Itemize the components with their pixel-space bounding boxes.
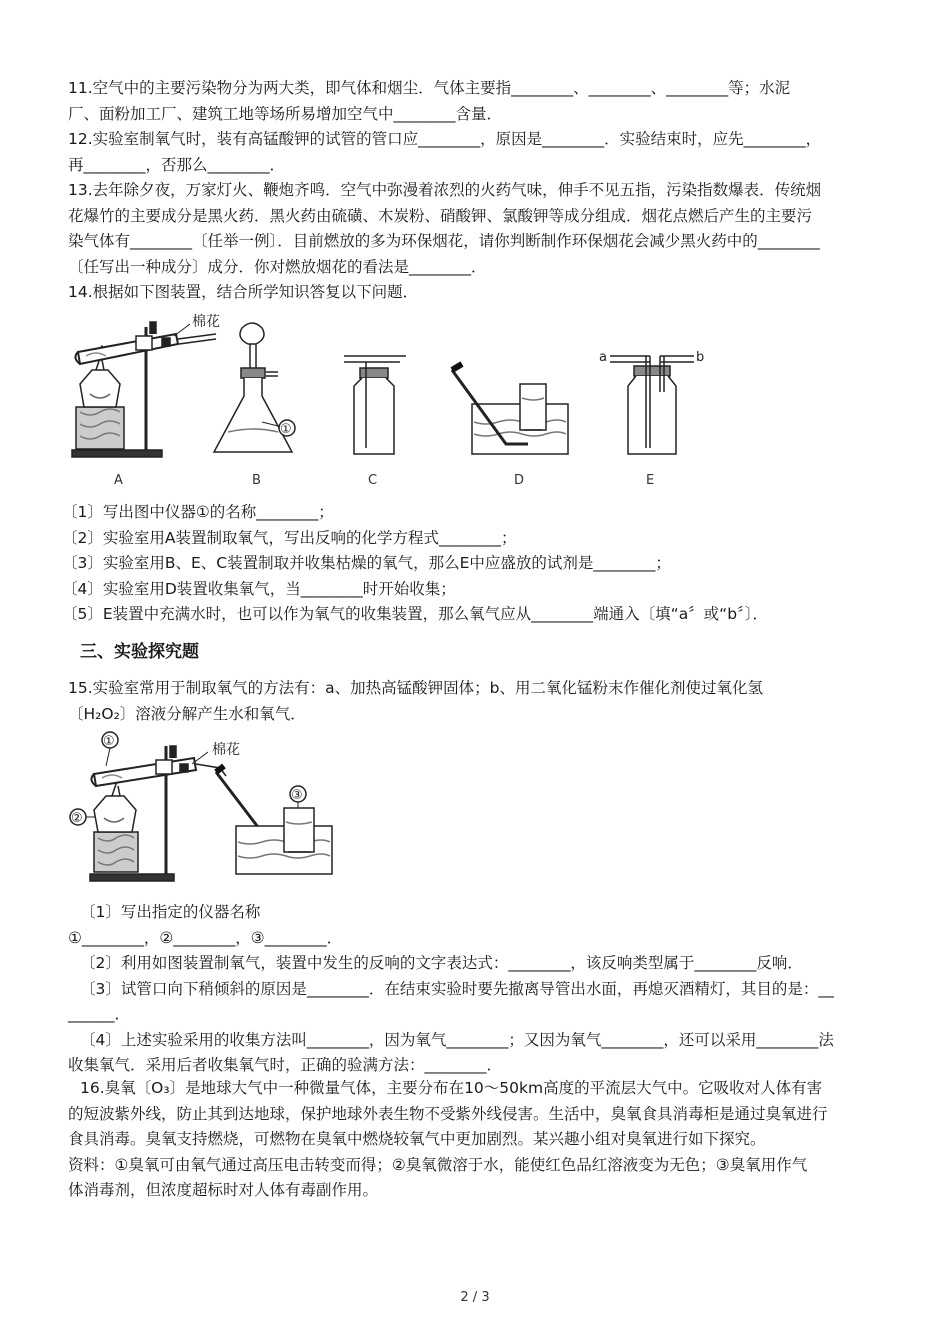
q15-cotton-label: 棉花 — [212, 742, 240, 758]
q11-line-1: 11.空气中的主要污染物分为两大类，即气体和烟尘．气体主要指________、________、________等；水泥 — [68, 79, 791, 97]
q11-line-2: 厂、面粉加工厂、建筑工地等场所易增加空气中________含量． — [68, 104, 503, 123]
port-a-label: a — [599, 350, 607, 365]
apparatus-a — [72, 322, 216, 457]
q16-line-2: 的短波紫外线，防止其到达地球，保护地球外表生物不受紫外线侵害。生活中，臭氧食具消毒柜是通过臭氧进行 — [68, 1104, 828, 1123]
apparatus-d — [452, 364, 568, 454]
q14-subquestions — [62, 500, 877, 628]
question-11 — [68, 76, 883, 127]
q15-sub-3-line-1: 〔3〕试管口向下稍倾斜的原因是________．在结束实验时要先撤离导管出水面，再熄灭酒精灯，其目的是：__ — [80, 979, 834, 998]
q16-line-1: 16.臭氧〔O₃〕是地球大气中一种微量气体，主要分布在10～50km高度的平流层大气中。它吸收对人体有害 — [80, 1079, 823, 1097]
port-b-label: b — [696, 350, 705, 365]
q13-line-3: 染气体有________〔任举一例〕．目前燃放的多为环保烟花，请你判断制作环保烟花会减少黑火药中的________ — [68, 232, 820, 250]
apparatus-e — [610, 356, 694, 454]
q12-line-1: 12.实验室制氧气时，装有高锰酸钾的试管的管口应________，原因是________．实验结束时，应先________， — [68, 130, 822, 148]
page-number: 2 / 3 — [460, 1290, 490, 1305]
q14-sub-4: 〔4〕实验室用D装置收集氧气，当________时开始收集； — [62, 579, 456, 598]
q16-line-5: 体消毒剂，但浓度超标时对人体有毒副作用。 — [68, 1181, 379, 1199]
q15-line-2: 〔H₂O₂〕溶液分解产生水和氧气． — [68, 704, 306, 723]
q14-sub-2: 〔2〕实验室用A装置制取氧气，写出反响的化学方程式________； — [62, 528, 517, 547]
q15-circle-1: ① — [103, 734, 115, 749]
section-3-heading: 三、实验探究题 — [80, 642, 199, 662]
q15-line-1: 15.实验室常用于制取氧气的方法有：a、加热高锰酸钾固体；b、用二氧化锰粉末作催化剂使过氧化氢 — [68, 679, 763, 697]
q12-line-2: 再________，否那么________． — [68, 155, 286, 174]
label-c: C — [368, 473, 378, 488]
q15-apparatus-figure — [66, 730, 346, 888]
q13-line-1: 13.去年除夕夜，万家灯火、鞭炮齐鸣．空气中弥漫着浓烈的火药气味，伸手不见五指，污染指数爆表．传统烟 — [68, 181, 822, 199]
q15-circle-2: ② — [71, 811, 83, 826]
q14-stem: 14.根据如下图装置，结合所学知识答复以下问题． — [68, 283, 419, 301]
q15-sub-3-line-2: ______． — [68, 1005, 131, 1023]
q15-sub-1: 〔1〕写出指定的仪器名称 — [80, 903, 261, 921]
q14-sub-1: 〔1〕写出图中仪器①的名称________； — [62, 503, 334, 521]
q15-sub-4-line-1: 〔4〕上述实验采用的收集方法叫________，因为氧气________；又因为氧气________，还可以采用________法 — [80, 1030, 834, 1049]
label-d: D — [514, 473, 525, 488]
question-13 — [68, 178, 883, 280]
q15-subquestions — [68, 900, 883, 1079]
label-e: E — [646, 473, 655, 488]
apparatus-c — [344, 356, 406, 454]
q15-sub-4-line-2: 收集氧气．采用后者收集氧气时，正确的验满方法：________． — [68, 1056, 503, 1074]
q15-circle-3: ③ — [291, 788, 303, 803]
label-a: A — [114, 473, 123, 488]
q16-line-3: 食具消毒。臭氧支持燃烧，可燃物在臭氧中燃烧较氧气中更加剧烈。某兴趣小组对臭氧进行如下探究。 — [68, 1130, 766, 1148]
q14-apparatus-figure — [66, 312, 746, 490]
question-12 — [68, 127, 883, 178]
question-16 — [68, 1076, 883, 1204]
q15-sub-2: 〔2〕利用如图装置制氧气，装置中发生的反响的文字表达式：________，该反响类型属于________反响． — [80, 954, 803, 972]
q13-line-2: 花爆竹的主要成分是黑火药．黑火药由硫磺、木炭粉、硝酸钾、氯酸钾等成分组成．烟花点燃后产生的主要污 — [68, 206, 813, 225]
label-b: B — [252, 473, 261, 488]
q15-sub-1-blanks: ①________，②________，③________． — [68, 928, 343, 947]
q16-line-4: 资料：①臭氧可由氧气通过高压电击转变而得；②臭氧微溶于水，能使红色品红溶液变为无色；③臭氧用作气 — [68, 1155, 808, 1174]
question-15 — [68, 676, 883, 727]
q13-line-4: 〔任写出一种成分〕成分．你对燃放烟花的看法是________． — [68, 257, 487, 276]
cotton-label: 棉花 — [192, 314, 220, 330]
circle-1-label: ① — [280, 422, 292, 437]
q14-sub-5: 〔5〕E装置中充满水时，也可以作为氧气的收集装置，那么氧气应从________端通入〔填“a〞或“b〞〕． — [62, 605, 769, 623]
q14-sub-3: 〔3〕实验室用B、E、C装置制取并收集枯燥的氧气，那么E中应盛放的试剂是________； — [62, 554, 671, 572]
